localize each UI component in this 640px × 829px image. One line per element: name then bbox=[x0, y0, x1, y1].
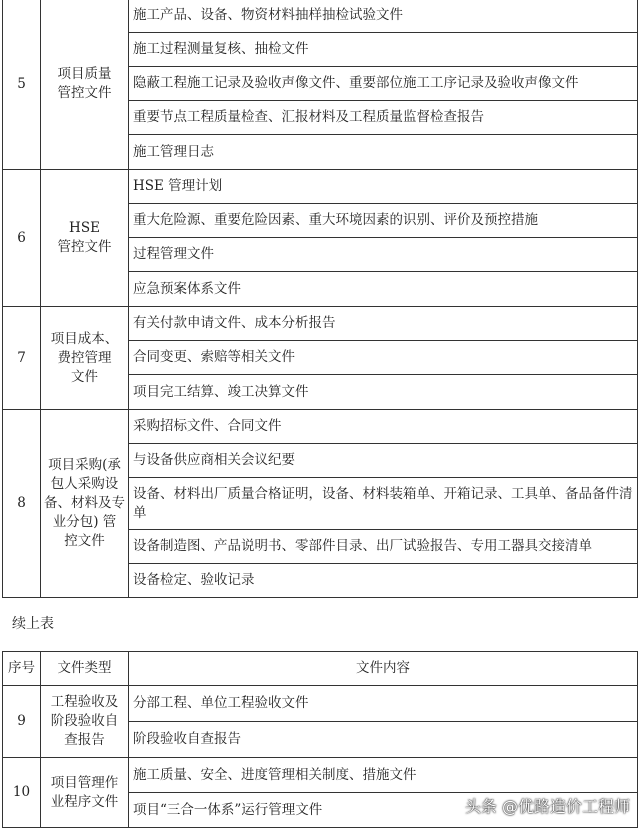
file-type-line: 管控文件 bbox=[57, 85, 112, 101]
file-content-cell: 采购招标文件、合同文件 bbox=[129, 410, 638, 444]
file-type-line: 查报告 bbox=[64, 732, 105, 748]
file-content-cell: 设备检定、验收记录 bbox=[129, 564, 638, 598]
file-type-cell bbox=[41, 686, 129, 758]
file-content-cell: 施工质量、安全、进度管理相关制度、措施文件 bbox=[129, 758, 638, 793]
row-number: 6 bbox=[3, 170, 41, 307]
file-type-line: 文件 bbox=[71, 368, 98, 385]
file-type-line: 备、材料及专 bbox=[44, 495, 125, 511]
header-no: 序号 bbox=[3, 652, 41, 686]
header-content: 文件内容 bbox=[129, 652, 638, 686]
file-type-line: 业分包) 管 bbox=[52, 514, 117, 530]
file-type-line: 包人采购设 bbox=[50, 476, 119, 492]
file-type-line: 工程验收及 bbox=[50, 694, 119, 710]
file-table-part1 bbox=[2, 0, 638, 598]
file-content-cell: 应急预案体系文件 bbox=[129, 272, 638, 307]
file-content-cell: 项目完工结算、竣工决算文件 bbox=[129, 375, 638, 410]
row-number: 8 bbox=[3, 410, 41, 598]
row-number: 5 bbox=[3, 0, 41, 170]
continued-table-label: 续上表 bbox=[12, 616, 54, 632]
file-content-cell: 设备制造图、产品说明书、零部件目录、出厂试验报告、专用工器具交接清单 bbox=[129, 530, 638, 564]
file-content-cell: HSE 管理计划 bbox=[129, 170, 638, 204]
file-type-line: 阶段验收自 bbox=[50, 713, 119, 729]
watermark: 头条 @优路造价工程师 bbox=[464, 797, 630, 816]
file-content-cell: 施工产品、设备、物资材料抽样抽检试验文件 bbox=[129, 0, 638, 33]
row-number: 10 bbox=[3, 758, 41, 828]
file-content-cell: 阶段验收自查报告 bbox=[129, 722, 638, 758]
file-type-line: 项目管理作 bbox=[50, 774, 119, 791]
file-content-cell: 重大危险源、重要危险因素、重大环境因素的识别、评价及预控措施 bbox=[129, 204, 638, 238]
file-type-line: 业程序文件 bbox=[50, 793, 119, 810]
row-number: 9 bbox=[3, 686, 41, 758]
file-content-cell: 有关付款申请文件、成本分析报告 bbox=[129, 307, 638, 341]
file-content-cell: 隐蔽工程施工记录及验收声像文件、重要部位施工工序记录及验收声像文件 bbox=[129, 67, 638, 101]
file-content-cell: 施工管理日志 bbox=[129, 135, 638, 170]
file-type-line: 项目采购(承 bbox=[48, 457, 121, 473]
file-type-cell bbox=[41, 170, 129, 307]
file-type-line: 控文件 bbox=[64, 533, 105, 549]
file-content-cell: 施工过程测量复核、抽检文件 bbox=[129, 33, 638, 67]
file-content-cell: 重要节点工程质量检查、汇报材料及工程质量监督检查报告 bbox=[129, 101, 638, 135]
file-type-cell bbox=[41, 758, 129, 828]
file-content-cell: 与设备供应商相关会议纪要 bbox=[129, 444, 638, 478]
file-content-cell: 设备、材料出厂质量合格证明，设备、材料装箱单、开箱记录、工具单、备品备件清单 bbox=[129, 478, 638, 530]
file-content-cell: 合同变更、索赔等相关文件 bbox=[129, 341, 638, 375]
file-content-cell: 过程管理文件 bbox=[129, 238, 638, 272]
file-content-cell: 分部工程、单位工程验收文件 bbox=[129, 686, 638, 722]
file-type-cell bbox=[41, 0, 129, 170]
file-type-line: 费控管理 bbox=[57, 349, 112, 366]
file-type-cell bbox=[41, 307, 129, 410]
file-type-line: 项目成本、 bbox=[50, 330, 119, 347]
file-type-line: 管控文件 bbox=[57, 239, 112, 255]
file-type-line: 项目质量 bbox=[57, 66, 112, 82]
file-content-cell: 项目“三合一体系”运行管理文件 bbox=[129, 793, 638, 828]
file-type-line: HSE bbox=[69, 220, 100, 236]
file-type-cell bbox=[41, 410, 129, 598]
row-number: 7 bbox=[3, 307, 41, 410]
header-type: 文件类型 bbox=[41, 652, 129, 686]
